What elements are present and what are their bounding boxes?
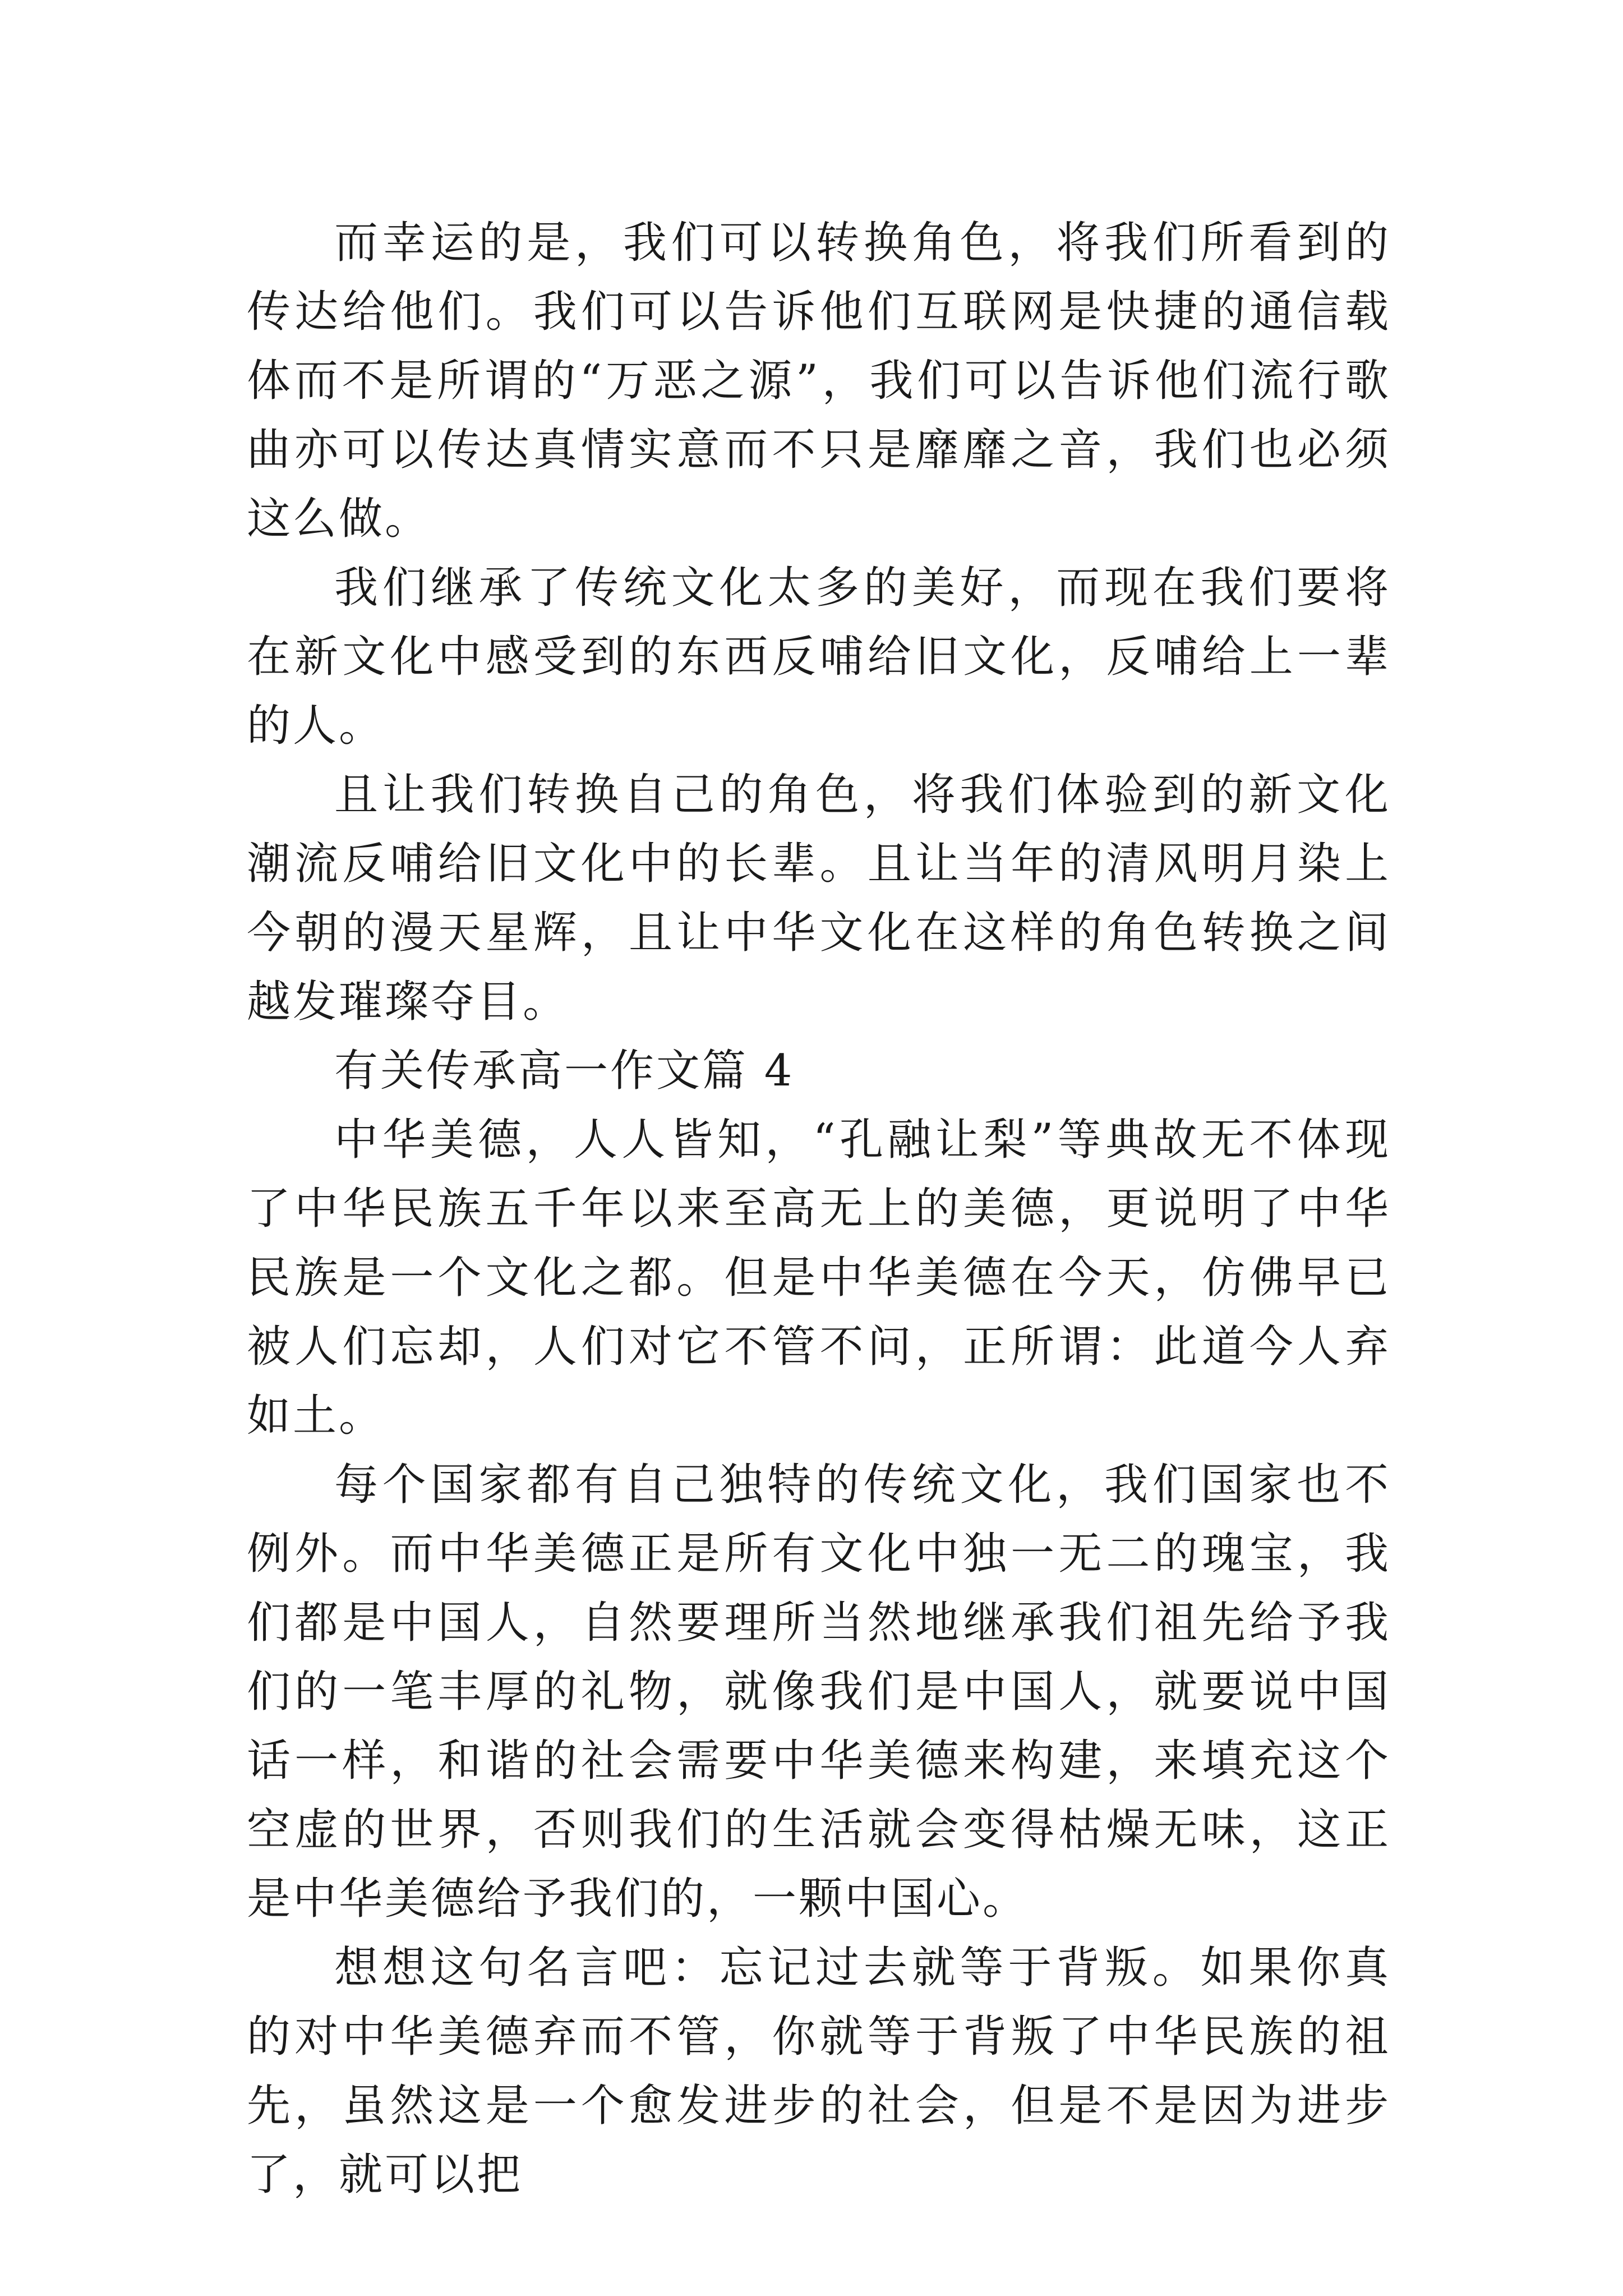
paragraph-famous-saying: 想想这句名言吧：忘记过去就等于背叛。如果你真的对中华美德弃而不管，你就等于背叛了中华民族的祖先，虽然这是一个愈发进步的社会，但是不是因为进步了，就可以把: [247, 1943, 1391, 2200]
document-body: [247, 209, 1391, 2210]
essay-heading: 有关传承高一作文篇 4: [334, 1046, 795, 1096]
paragraph-chinese-virtue: 中华美德，人人皆知，“孔融让梨”等典故无不体现了中华民族五千年以来至高无上的美德，更说明了中华民族是一个文化之都。但是中华美德在今天，仿佛早已被人们忘却，人们对它不管不问，正所谓：此道今人弃如土。: [247, 1115, 1391, 1441]
paragraph-inherit-tradition: 我们继承了传统文化太多的美好，而现在我们要将在新文化中感受到的东西反哺给旧文化，反哺给上一辈的人。: [247, 563, 1391, 751]
paragraph-feedback-elders: 且让我们转换自己的角色，将我们体验到的新文化潮流反哺给旧文化中的长辈。且让当年的清风明月染上今朝的漫天星辉，且让中华文化在这样的角色转换之间越发璀璨夺目。: [247, 770, 1391, 1027]
paragraph-role-switch: 而幸运的是，我们可以转换角色，将我们所看到的传达给他们。我们可以告诉他们互联网是快捷的通信载体而不是所谓的“万恶之源”，我们可以告诉他们流行歌曲亦可以传达真情实意而不只是靡靡之音，我们也必须这么做。: [247, 218, 1391, 544]
paragraph-national-culture: 每个国家都有自己独特的传统文化，我们国家也不例外。而中华美德正是所有文化中独一无二的瑰宝，我们都是中国人，自然要理所当然地继承我们祖先给予我们的一笔丰厚的礼物，就像我们是中国人，就要说中国话一样，和谐的社会需要中华美德来构建，来填充这个空虚的世界，否则我们的生活就会变得枯燥无味，这正是中华美德给予我们的，一颗中国心。: [247, 1460, 1391, 1924]
